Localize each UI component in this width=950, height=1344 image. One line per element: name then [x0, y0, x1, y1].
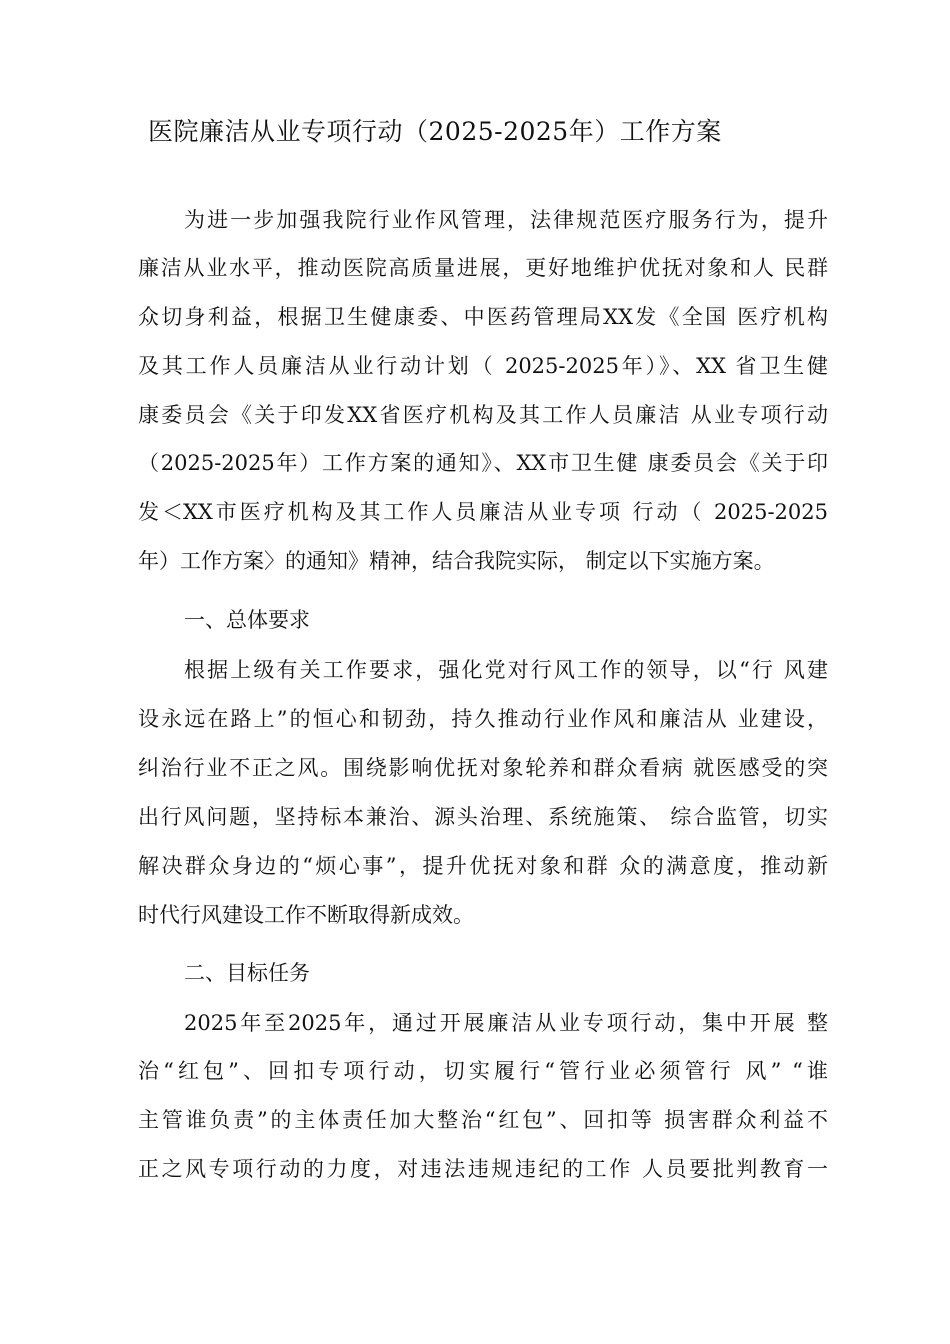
section-heading: 二、目标任务 — [184, 961, 310, 985]
paragraph-line: 时代行风建设工作不断取得新成效。 — [138, 903, 474, 927]
paragraph-line: 为进一步加强我院行业作风管理，法律规范医疗服务行为，提升 — [184, 208, 828, 232]
paragraph-line: 2025年至2025年，通过开展廉洁从业专项行动，集中开展 整 — [184, 1011, 828, 1035]
paragraph-line: 发＜XX市医疗机构及其工作人员廉洁从业专项 行动（ 2025-2025 — [138, 500, 828, 524]
paragraph-line: （2025-2025年）工作方案的通知》、XX市卫生健 康委员会《关于印 — [138, 451, 828, 475]
paragraph-line: 设永远在路上”的恒心和韧劲，持久推动行业作风和廉洁从 业建设， — [138, 707, 828, 731]
paragraph-line: 解决群众身边的“烦心事”，提升优抚对象和群 众的满意度，推动新 — [138, 854, 828, 878]
paragraph-line: 正之风专项行动的力度，对违法违规违纪的工作 人员要批判教育一 — [138, 1157, 828, 1181]
paragraph-line: 主管谁负责”的主体责任加大整治“红包”、回扣等 损害群众利益不 — [138, 1108, 828, 1132]
paragraph-line: 年）工作方案〉的通知》精神，结合我院实际， 制定以下实施方案。 — [138, 549, 775, 573]
paragraph-line: 治“红包”、回扣专项行动，切实履行“管行业必须管行 风” “谁 — [138, 1059, 828, 1083]
section-heading: 一、总体要求 — [184, 608, 310, 632]
paragraph-line: 纠治行业不正之风。围绕影响优抚对象轮养和群众看病 就医感受的突 — [138, 756, 828, 780]
paragraph-line: 众切身利益，根据卫生健康委、中医药管理局XX发《全国 医疗机构 — [138, 305, 828, 329]
document-title: 医院廉洁从业专项行动（2025-2025年）工作方案 — [148, 117, 722, 146]
paragraph-line: 出行风问题，坚持标本兼治、源头治理、系统施策、 综合监管，切实 — [138, 805, 828, 829]
paragraph-line: 康委员会《关于印发XX省医疗机构及其工作人员廉洁 从业专项行动 — [138, 403, 828, 427]
paragraph-line: 廉洁从业水平，推动医院高质量进展，更好地维护优抚对象和人 民群 — [138, 256, 828, 280]
paragraph-line: 根据上级有关工作要求，强化党对行风工作的领导，以“行 风建 — [184, 658, 828, 682]
paragraph-line: 及其工作人员廉洁从业行动计划（ 2025-2025年）》、XX 省卫生健 — [138, 354, 828, 378]
